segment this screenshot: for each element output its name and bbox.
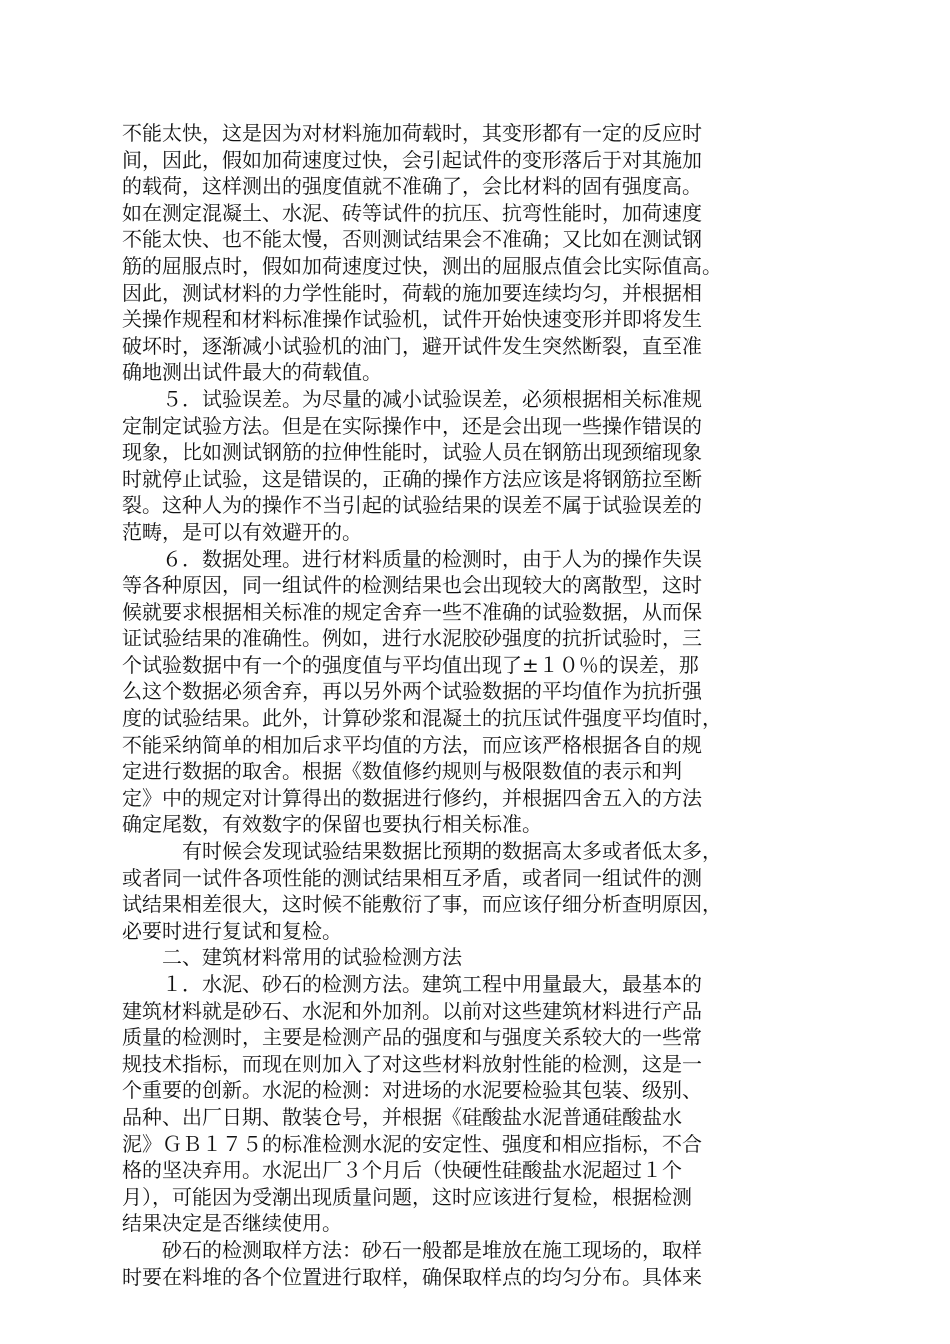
text-line: 时就停止试验，这是错误的，正确的操作方法应该是将钢筋拉至断 (122, 466, 702, 491)
text-line: １．水泥、砂石的检测方法。建筑工程中用量最大，最基本的 (122, 972, 702, 996)
text-line: 定进行数据的取舍。根据《数值修约规则与极限数值的表示和判 (122, 759, 682, 784)
text-line: 个重要的创新。水泥的检测：对进场的水泥要检验其包装、级别、 (122, 1078, 702, 1103)
text-line: 品种、出厂日期、散装仓号，并根据《硅酸盐水泥普通硅酸盐水 (122, 1104, 682, 1129)
text-line: 候就要求根据相关标准的规定舍弃一些不准确的试验数据，从而保 (122, 599, 702, 624)
text-line: 格的坚决弃用。水泥出厂３个月后（快硬性硅酸盐水泥超过１个 (122, 1158, 682, 1183)
text-line: 间，因此，假如加荷速度过快，会引起试件的变形落后于对其施加 (122, 147, 702, 172)
text-line: 筋的屈服点时，假如加荷速度过快，测出的屈服点值会比实际值高。 (122, 253, 722, 278)
text-line: 关操作规程和材料标准操作试验机，试件开始快速变形并即将发生 (122, 307, 702, 332)
text-line: 因此，测试材料的力学性能时，荷载的施加要连续均匀，并根据相 (122, 280, 702, 305)
text-line: 个试验数据中有一个的强度值与平均值出现了±１０％的误差，那 (122, 652, 699, 677)
text-line: 如在测定混凝土、水泥、砖等试件的抗压、抗弯性能时，加荷速度 (122, 200, 702, 225)
text-line: 裂。这种人为的操作不当引起的试验结果的误差不属于试验误差的 (122, 493, 702, 518)
text-line: 确定尾数，有效数字的保留也要执行相关标准。 (122, 812, 542, 837)
text-line: 时要在料堆的各个位置进行取样，确保取样点的均匀分布。具体来 (122, 1264, 702, 1289)
text-line: 等各种原因，同一组试件的检测结果也会出现较大的离散型，这时 (122, 573, 702, 598)
text-line: 定》中的规定对计算得出的数据进行修约，并根据四舍五入的方法 (122, 785, 702, 810)
text-line: 泥》ＧＢ１７５的标准检测水泥的安定性、强度和相应指标，不合 (122, 1131, 702, 1156)
text-line: ６．数据处理。进行材料质量的检测时，由于人为的操作失误 (122, 546, 702, 571)
text-line: 确地测出试件最大的荷载值。 (122, 360, 382, 385)
text-line: 结果决定是否继续使用。 (122, 1211, 342, 1236)
text-line: 破坏时，逐渐减小试验机的油门，避开试件发生突然断裂，直至准 (122, 333, 702, 358)
text-line: 不能采纳简单的相加后求平均值的方法，而应该严格根据各自的规 (122, 732, 702, 757)
text-line: 范畴，是可以有效避开的。 (122, 519, 362, 544)
text-line: 么这个数据必须舍弃，再以另外两个试验数据的平均值作为抗折强 (122, 679, 702, 704)
text-line: 有时候会发现试验结果数据比预期的数据高太多或者低太多， (122, 839, 722, 864)
text-line: 规技术指标，而现在则加入了对这些材料放射性能的检测，这是一 (122, 1051, 702, 1076)
text-line: 不能太快，这是因为对材料施加荷载时，其变形都有一定的反应时 (122, 121, 702, 145)
text-line: 的载荷，这样测出的强度值就不准确了，会比材料的固有强度高。 (122, 174, 702, 199)
text-line: 二、建筑材料常用的试验检测方法 (122, 945, 462, 970)
text-line: 必要时进行复试和复检。 (122, 918, 342, 943)
text-line: 或者同一试件各项性能的测试结果相互矛盾，或者同一组试件的测 (122, 865, 702, 890)
text-line: 建筑材料就是砂石、水泥和外加剂。以前对这些建筑材料进行产品 (122, 998, 702, 1023)
text-line: 度的试验结果。此外，计算砂浆和混凝土的抗压试件强度平均值时， (122, 706, 722, 731)
text-line: 定制定试验方法。但是在实际操作中，还是会出现一些操作错误的 (122, 413, 702, 438)
text-line: 质量的检测时，主要是检测产品的强度和与强度关系较大的一些常 (122, 1025, 702, 1050)
text-line: 砂石的检测取样方法：砂石一般都是堆放在施工现场的，取样 (122, 1237, 702, 1262)
body-text (122, 120, 822, 1290)
text-line: 现象，比如测试钢筋的拉伸性能时，试验人员在钢筋出现颈缩现象 (122, 440, 702, 465)
text-line: ５．试验误差。为尽量的减小试验误差，必须根据相关标准规 (122, 386, 702, 411)
text-line: 不能太快、也不能太慢，否则测试结果会不准确；又比如在测试钢 (122, 227, 702, 252)
text-line: 试结果相差很大，这时候不能敷衍了事，而应该仔细分析查明原因， (122, 892, 722, 917)
text-line: 月），可能因为受潮出现质量问题，这时应该进行复检，根据检测 (122, 1184, 692, 1209)
text-line: 证试验结果的准确性。例如，进行水泥胶砂强度的抗折试验时，三 (122, 626, 702, 651)
